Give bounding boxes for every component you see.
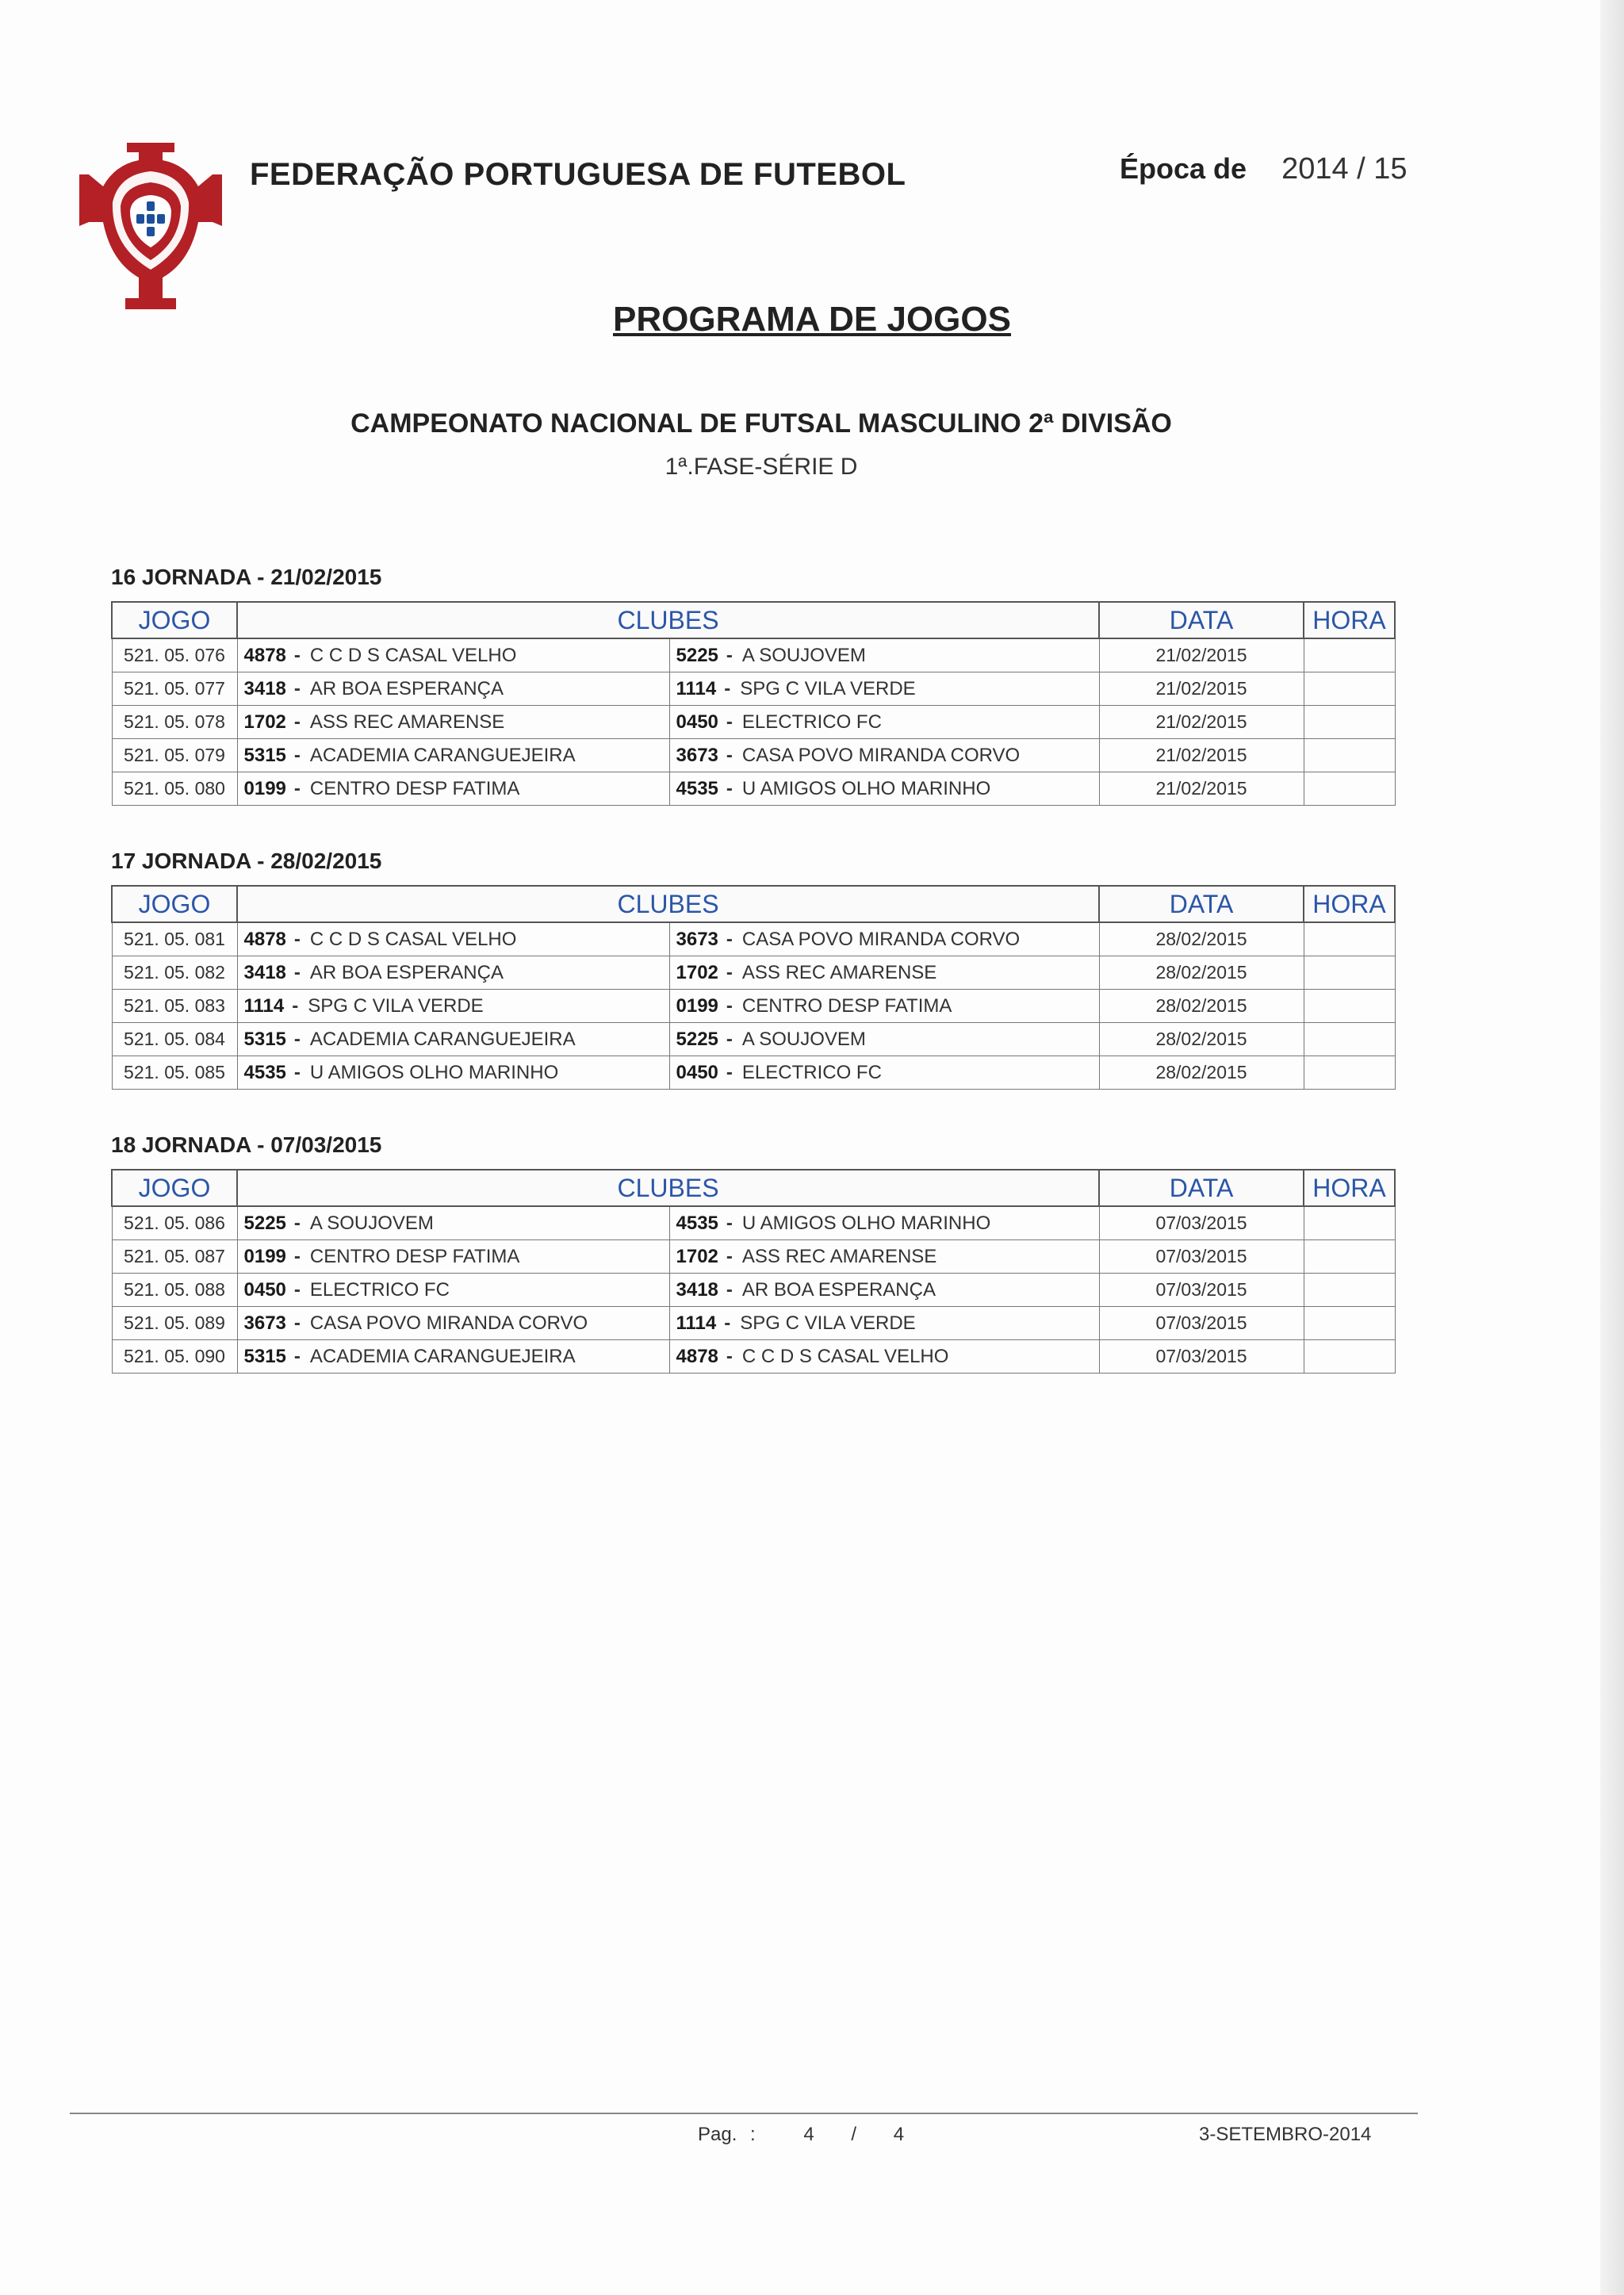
- home-team: [237, 956, 669, 990]
- home-team-name: CASA POVO MIRANDA CORVO: [309, 1312, 588, 1334]
- home-team-code: 5315: [243, 744, 286, 766]
- game-date: 21/02/2015: [1099, 672, 1304, 706]
- header-jogo: JOGO: [112, 602, 237, 638]
- away-team-name: ASS REC AMARENSE: [741, 1245, 937, 1267]
- header-data: DATA: [1099, 602, 1304, 638]
- home-team-name: A SOUJOVEM: [309, 1212, 434, 1234]
- game-number: 521. 05. 080: [112, 772, 237, 806]
- away-team-code: 1702: [676, 961, 718, 983]
- table-row: [112, 956, 1395, 990]
- game-time: [1304, 922, 1395, 956]
- home-team: [237, 1023, 669, 1056]
- away-team-name: A SOUJOVEM: [741, 1028, 866, 1050]
- team-separator: -: [293, 1245, 301, 1267]
- home-team-code: 3418: [243, 677, 286, 699]
- away-team: [669, 1307, 1099, 1340]
- page-label: Pag. :: [698, 2124, 756, 2145]
- game-number: 521. 05. 085: [112, 1056, 237, 1090]
- game-number: 521. 05. 077: [112, 672, 237, 706]
- table-row: [112, 638, 1395, 672]
- game-number: 521. 05. 089: [112, 1307, 237, 1340]
- header-clubes: CLUBES: [237, 886, 1099, 922]
- game-time: [1304, 1023, 1395, 1056]
- home-team-code: 4878: [243, 928, 286, 950]
- table-row: [112, 1340, 1395, 1374]
- game-date: 07/03/2015: [1099, 1307, 1304, 1340]
- team-separator: -: [726, 1061, 733, 1083]
- home-team-code: 0199: [243, 777, 286, 799]
- home-team-name: AR BOA ESPERANÇA: [309, 677, 504, 699]
- team-separator: -: [293, 1312, 301, 1334]
- game-number: 521. 05. 082: [112, 956, 237, 990]
- game-number: 521. 05. 090: [112, 1340, 237, 1374]
- home-team-code: 3418: [243, 961, 286, 983]
- team-separator: -: [726, 961, 733, 983]
- document-header: [79, 143, 1427, 325]
- game-date: 07/03/2015: [1099, 1240, 1304, 1274]
- game-number: 521. 05. 088: [112, 1274, 237, 1307]
- team-separator: -: [293, 1278, 301, 1301]
- away-team-code: 1114: [676, 677, 717, 699]
- round-title: 17 JORNADA - 28/02/2015: [111, 849, 382, 873]
- away-team: [669, 1240, 1099, 1274]
- team-separator: -: [726, 1212, 733, 1234]
- table-row: [112, 922, 1395, 956]
- away-team: [669, 739, 1099, 772]
- page-edge: [1600, 0, 1624, 2295]
- home-team-code: 0199: [243, 1245, 286, 1267]
- away-team-name: CENTRO DESP FATIMA: [741, 994, 952, 1017]
- away-team: [669, 1056, 1099, 1090]
- team-separator: -: [724, 677, 731, 699]
- header-data: DATA: [1099, 1170, 1304, 1206]
- table-row: [112, 1023, 1395, 1056]
- game-time: [1304, 739, 1395, 772]
- away-team: [669, 956, 1099, 990]
- game-number: 521. 05. 076: [112, 638, 237, 672]
- team-separator: -: [292, 994, 299, 1017]
- header-data: DATA: [1099, 886, 1304, 922]
- home-team: [237, 1340, 669, 1374]
- footer-page-number: [698, 2124, 904, 2146]
- game-number: 521. 05. 083: [112, 990, 237, 1023]
- away-team-name: AR BOA ESPERANÇA: [741, 1278, 936, 1301]
- team-separator: -: [293, 744, 301, 766]
- header-hora: HORA: [1304, 1170, 1395, 1206]
- team-separator: -: [293, 928, 301, 950]
- home-team-name: SPG C VILA VERDE: [308, 994, 484, 1017]
- round-section: [111, 849, 1396, 1090]
- home-team: [237, 739, 669, 772]
- header-hora: HORA: [1304, 602, 1395, 638]
- home-team-code: 4878: [243, 644, 286, 666]
- away-team: [669, 1274, 1099, 1307]
- game-date: 21/02/2015: [1099, 739, 1304, 772]
- game-number: 521. 05. 086: [112, 1206, 237, 1240]
- round-title: 18 JORNADA - 07/03/2015: [111, 1132, 382, 1157]
- home-team-code: 1114: [243, 994, 285, 1017]
- team-separator: -: [293, 777, 301, 799]
- home-team: [237, 1307, 669, 1340]
- team-separator: -: [293, 1212, 301, 1234]
- game-time: [1304, 706, 1395, 739]
- away-team: [669, 1340, 1099, 1374]
- away-team-name: ELECTRICO FC: [741, 711, 882, 733]
- game-date: 21/02/2015: [1099, 772, 1304, 806]
- away-team-code: 5225: [676, 644, 718, 666]
- round-section: [111, 565, 1396, 806]
- header-jogo: JOGO: [112, 886, 237, 922]
- away-team-code: 3418: [676, 1278, 718, 1301]
- away-team-name: SPG C VILA VERDE: [740, 677, 916, 699]
- home-team-name: CENTRO DESP FATIMA: [309, 777, 520, 799]
- home-team-name: CENTRO DESP FATIMA: [309, 1245, 520, 1267]
- away-team-code: 0450: [676, 711, 718, 733]
- away-team-code: 5225: [676, 1028, 718, 1050]
- away-team-name: CASA POVO MIRANDA CORVO: [741, 744, 1021, 766]
- home-team-code: 5225: [243, 1212, 286, 1234]
- home-team: [237, 1240, 669, 1274]
- team-separator: -: [724, 1312, 731, 1334]
- away-team: [669, 990, 1099, 1023]
- season-label: Época de: [1120, 152, 1247, 185]
- footer-date: 3-SETEMBRO-2014: [1199, 2124, 1372, 2145]
- home-team-name: U AMIGOS OLHO MARINHO: [309, 1061, 559, 1083]
- home-team-name: ELECTRICO FC: [309, 1278, 450, 1301]
- away-team-code: 4878: [676, 1345, 718, 1367]
- table-row: [112, 1240, 1395, 1274]
- table-row: [112, 990, 1395, 1023]
- game-number: 521. 05. 084: [112, 1023, 237, 1056]
- header-jogo: JOGO: [112, 1170, 237, 1206]
- game-date: 28/02/2015: [1099, 990, 1304, 1023]
- game-time: [1304, 1240, 1395, 1274]
- away-team-name: U AMIGOS OLHO MARINHO: [741, 777, 991, 799]
- away-team: [669, 1023, 1099, 1056]
- home-team-name: AR BOA ESPERANÇA: [309, 961, 504, 983]
- game-number: 521. 05. 079: [112, 739, 237, 772]
- home-team-name: ACADEMIA CARANGUEJEIRA: [309, 1345, 576, 1367]
- table-row: [112, 1274, 1395, 1307]
- team-separator: -: [726, 928, 733, 950]
- away-team-name: SPG C VILA VERDE: [740, 1312, 916, 1334]
- table-row: [112, 1206, 1395, 1240]
- game-time: [1304, 772, 1395, 806]
- competition-title: CAMPEONATO NACIONAL DE FUTSAL MASCULINO 2ª DIVISÃO: [350, 408, 1172, 439]
- team-separator: -: [726, 644, 733, 666]
- game-number: 521. 05. 087: [112, 1240, 237, 1274]
- away-team-name: ELECTRICO FC: [741, 1061, 882, 1083]
- home-team: [237, 1056, 669, 1090]
- org-name: FEDERAÇÃO PORTUGUESA DE FUTEBOL: [250, 157, 906, 192]
- game-time: [1304, 672, 1395, 706]
- header-clubes: CLUBES: [237, 1170, 1099, 1206]
- away-team-name: ASS REC AMARENSE: [741, 961, 937, 983]
- fixtures-table: [111, 1169, 1396, 1374]
- table-row: [112, 672, 1395, 706]
- team-separator: -: [726, 711, 733, 733]
- game-date: 28/02/2015: [1099, 1056, 1304, 1090]
- game-time: [1304, 1340, 1395, 1374]
- away-team: [669, 1206, 1099, 1240]
- game-time: [1304, 1274, 1395, 1307]
- team-separator: -: [293, 644, 301, 666]
- team-separator: -: [293, 1028, 301, 1050]
- home-team: [237, 638, 669, 672]
- page-total: 4: [893, 2124, 905, 2145]
- away-team-code: 3673: [676, 928, 718, 950]
- game-number: 521. 05. 081: [112, 922, 237, 956]
- game-date: 07/03/2015: [1099, 1340, 1304, 1374]
- team-separator: -: [726, 777, 733, 799]
- game-time: [1304, 1056, 1395, 1090]
- home-team-name: C C D S CASAL VELHO: [309, 928, 517, 950]
- home-team-name: ACADEMIA CARANGUEJEIRA: [309, 744, 576, 766]
- game-date: 07/03/2015: [1099, 1206, 1304, 1240]
- footer-divider: [70, 2113, 1418, 2114]
- team-separator: -: [726, 744, 733, 766]
- away-team: [669, 638, 1099, 672]
- away-team-name: A SOUJOVEM: [741, 644, 866, 666]
- away-team: [669, 672, 1099, 706]
- home-team-code: 1702: [243, 711, 286, 733]
- table-header-row: [112, 1170, 1395, 1206]
- away-team-code: 0450: [676, 1061, 718, 1083]
- page-separator: /: [851, 2124, 857, 2145]
- fpf-crest-icon: [79, 143, 222, 317]
- away-team-code: 1114: [676, 1312, 717, 1334]
- away-team-code: 4535: [676, 777, 718, 799]
- team-separator: -: [293, 1061, 301, 1083]
- home-team-code: 0450: [243, 1278, 286, 1301]
- home-team: [237, 1274, 669, 1307]
- table-row: [112, 1307, 1395, 1340]
- table-row: [112, 772, 1395, 806]
- team-separator: -: [293, 711, 301, 733]
- fixtures-table: [111, 885, 1396, 1090]
- season: [1120, 152, 1408, 186]
- competition-phase: 1ª.FASE-SÉRIE D: [665, 454, 858, 480]
- home-team-code: 4535: [243, 1061, 286, 1083]
- fixtures-table: [111, 601, 1396, 806]
- table-row: [112, 1056, 1395, 1090]
- game-date: 21/02/2015: [1099, 638, 1304, 672]
- table-header-row: [112, 602, 1395, 638]
- table-header-row: [112, 886, 1395, 922]
- game-date: 07/03/2015: [1099, 1274, 1304, 1307]
- game-time: [1304, 638, 1395, 672]
- home-team: [237, 672, 669, 706]
- game-date: 28/02/2015: [1099, 922, 1304, 956]
- game-date: 28/02/2015: [1099, 1023, 1304, 1056]
- document-title: PROGRAMA DE JOGOS: [613, 300, 1011, 339]
- home-team: [237, 772, 669, 806]
- away-team-code: 1702: [676, 1245, 718, 1267]
- game-time: [1304, 990, 1395, 1023]
- team-separator: -: [726, 1345, 733, 1367]
- season-value: 2014 / 15: [1281, 152, 1408, 186]
- home-team-code: 5315: [243, 1028, 286, 1050]
- away-team: [669, 772, 1099, 806]
- away-team: [669, 922, 1099, 956]
- header-clubes: CLUBES: [237, 602, 1099, 638]
- team-separator: -: [293, 1345, 301, 1367]
- game-number: 521. 05. 078: [112, 706, 237, 739]
- table-row: [112, 739, 1395, 772]
- game-time: [1304, 1307, 1395, 1340]
- game-date: 28/02/2015: [1099, 956, 1304, 990]
- home-team-name: C C D S CASAL VELHO: [309, 644, 517, 666]
- away-team: [669, 706, 1099, 739]
- round-section: [111, 1132, 1396, 1374]
- team-separator: -: [726, 994, 733, 1017]
- away-team-name: CASA POVO MIRANDA CORVO: [741, 928, 1021, 950]
- home-team-code: 5315: [243, 1345, 286, 1367]
- home-team-code: 3673: [243, 1312, 286, 1334]
- home-team: [237, 922, 669, 956]
- page-current: 4: [803, 2124, 814, 2145]
- round-title: 16 JORNADA - 21/02/2015: [111, 565, 382, 589]
- away-team-code: 3673: [676, 744, 718, 766]
- home-team-name: ASS REC AMARENSE: [309, 711, 505, 733]
- team-separator: -: [726, 1245, 733, 1267]
- home-team: [237, 990, 669, 1023]
- away-team-name: U AMIGOS OLHO MARINHO: [741, 1212, 991, 1234]
- home-team: [237, 706, 669, 739]
- table-row: [112, 706, 1395, 739]
- home-team-name: ACADEMIA CARANGUEJEIRA: [309, 1028, 576, 1050]
- team-separator: -: [293, 677, 301, 699]
- team-separator: -: [293, 961, 301, 983]
- away-team-name: C C D S CASAL VELHO: [741, 1345, 949, 1367]
- game-date: 21/02/2015: [1099, 706, 1304, 739]
- game-time: [1304, 956, 1395, 990]
- team-separator: -: [726, 1028, 733, 1050]
- game-time: [1304, 1206, 1395, 1240]
- team-separator: -: [726, 1278, 733, 1301]
- header-hora: HORA: [1304, 886, 1395, 922]
- away-team-code: 4535: [676, 1212, 718, 1234]
- home-team: [237, 1206, 669, 1240]
- away-team-code: 0199: [676, 994, 718, 1017]
